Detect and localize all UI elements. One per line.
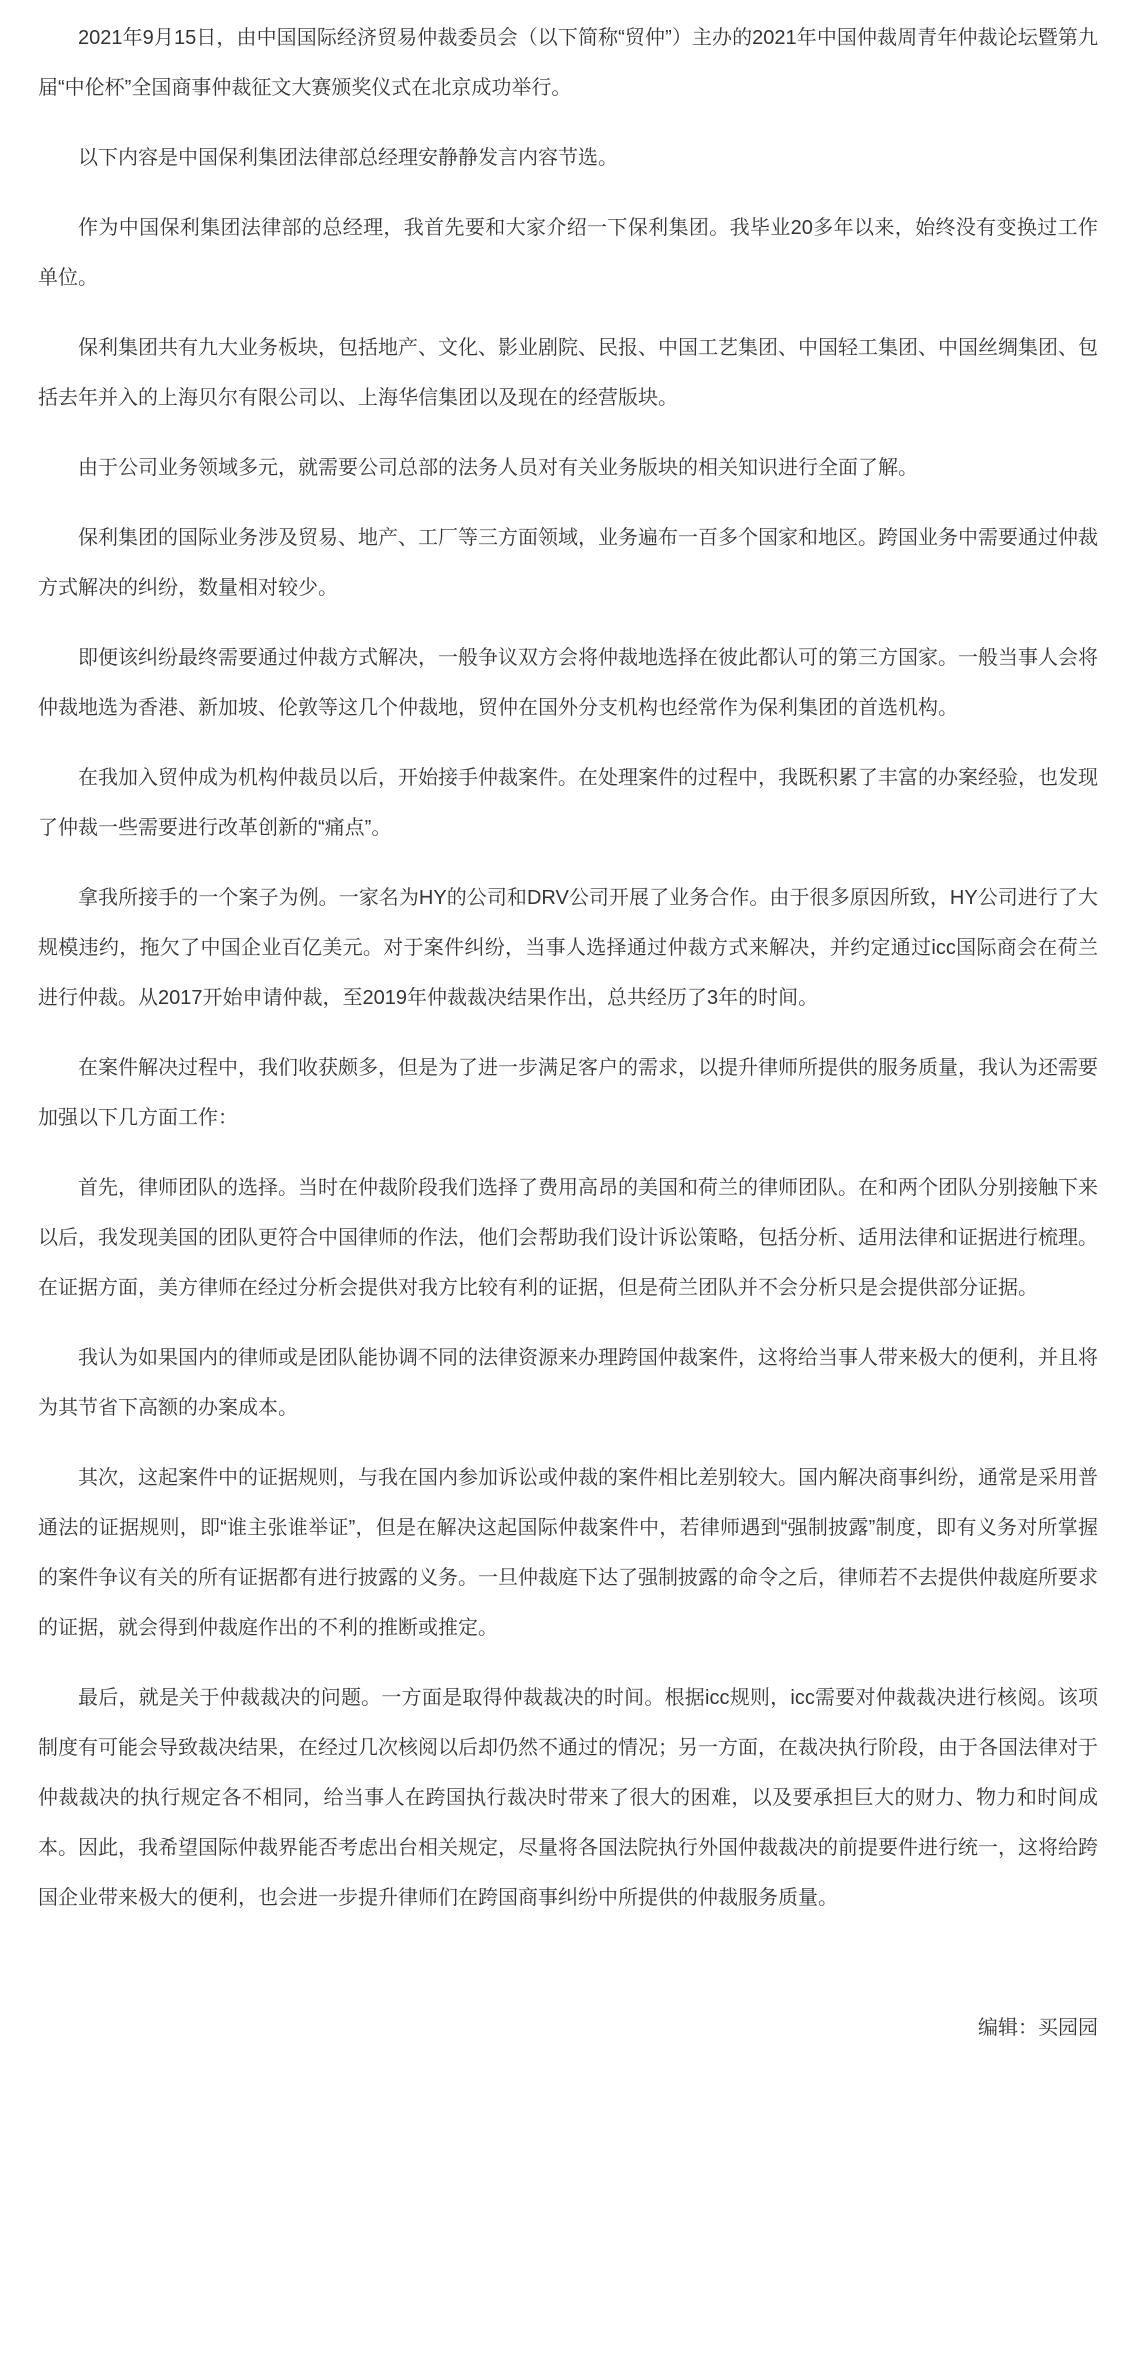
paragraph-speaker-note: 以下内容是中国保利集团法律部总经理安静静发言内容节选。 [78,147,618,169]
paragraph-business-segments: 保利集团共有九大业务板块，包括地产、文化、影业剧院、民报、中国工艺集团、中国轻工集团、中国丝绸集团、包括去年并入的上海贝尔有限公司以、上海华信集团以及现在的经营版块。 [38,337,1098,409]
paragraph-legal-staff-knowledge: 由于公司业务领域多元，就需要公司总部的法务人员对有关业务版块的相关知识进行全面了解。 [78,457,918,479]
paragraph-first-point-lawyer-teams: 首先，律师团队的选择。当时在仲裁阶段我们选择了费用高昂的美国和荷兰的律师团队。在和两个团队分别接触下来以后，我发现美国的团队更符合中国律师的作法，他们会帮助我们设计诉讼策略，包括分析、适用法律和证据进行梳理。在证据方面，美方律师在经过分析会提供对我方比较有利的证据，但是荷兰团队并不会分析只是会提供部分证据。 [38,1177,1098,1299]
paragraph-intro-event: 2021年9月15日，由中国国际经济贸易仲裁委员会（以下简称“贸仲”）主办的2021年中国仲裁周青年仲裁论坛暨第九届“中伦杯”全国商事仲裁征文大赛颁奖仪式在北京成功举行。 [38,27,1098,99]
paragraph-second-point-evidence-rules: 其次，这起案件中的证据规则，与我在国内参加诉讼或仲裁的案件相比差别较大。国内解决商事纠纷，通常是采用普通法的证据规则，即“谁主张谁举证”，但是在解决这起国际仲裁案件中，若律师遇到“强制披露”制度，即有义务对所掌握的案件争议有关的所有证据都有进行披露的义务。一旦仲裁庭下达了强制披露的命令之后，律师若不去提供仲裁庭所要求的证据，就会得到仲裁庭作出的不利的推断或推定。 [38,1467,1098,1639]
editor-credit: 编辑：买园园 [978,2017,1098,2039]
paragraph-arbitrator-experience: 在我加入贸仲成为机构仲裁员以后，开始接手仲裁案件。在处理案件的过程中，我既积累了丰富的办案经验，也发现了仲裁一些需要进行改革创新的“痛点”。 [38,767,1098,839]
paragraph-international-business: 保利集团的国际业务涉及贸易、地产、工厂等三方面领域，业务遍布一百多个国家和地区。跨国业务中需要通过仲裁方式解决的纠纷，数量相对较少。 [38,527,1098,599]
paragraph-improvement-intro: 在案件解决过程中，我们收获颇多，但是为了进一步满足客户的需求，以提升律师所提供的服务质量，我认为还需要加强以下几方面工作： [38,1057,1098,1129]
paragraph-coordination-benefit: 我认为如果国内的律师或是团队能协调不同的法律资源来办理跨国仲裁案件，这将给当事人带来极大的便利，并且将为其节省下高额的办案成本。 [38,1347,1098,1419]
paragraph-case-example: 拿我所接手的一个案子为例。一家名为HY的公司和DRV公司开展了业务合作。由于很多原因所致，HY公司进行了大规模违约，拖欠了中国企业百亿美元。对于案件纠纷，当事人选择通过仲裁方式来解决，并约定通过icc国际商会在荷兰进行仲裁。从2017开始申请仲裁，至2019年仲裁裁决结果作出，总共经历了3年的时间。 [38,887,1098,1009]
paragraph-self-introduction: 作为中国保利集团法律部的总经理，我首先要和大家介绍一下保利集团。我毕业20多年以来，始终没有变换过工作单位。 [38,217,1098,289]
paragraph-arbitration-seats: 即便该纠纷最终需要通过仲裁方式解决，一般争议双方会将仲裁地选择在彼此都认可的第三方国家。一般当事人会将仲裁地选为香港、新加坡、伦敦等这几个仲裁地，贸仲在国外分支机构也经常作为保利集团的首选机构。 [38,647,1098,719]
paragraph-third-point-awards: 最后，就是关于仲裁裁决的问题。一方面是取得仲裁裁决的时间。根据icc规则，icc需要对仲裁裁决进行核阅。该项制度有可能会导致裁决结果，在经过几次核阅以后却仍然不通过的情况；另一方面，在裁决执行阶段，由于各国法律对于仲裁裁决的执行规定各不相同，给当事人在跨国执行裁决时带来了很大的困难，以及要承担巨大的财力、物力和时间成本。因此，我希望国际仲裁界能否考虑出台相关规定，尽量将各国法院执行外国仲裁裁决的前提要件进行统一，这将给跨国企业带来极大的便利，也会进一步提升律师们在跨国商事纠纷中所提供的仲裁服务质量。 [38,1687,1098,1909]
